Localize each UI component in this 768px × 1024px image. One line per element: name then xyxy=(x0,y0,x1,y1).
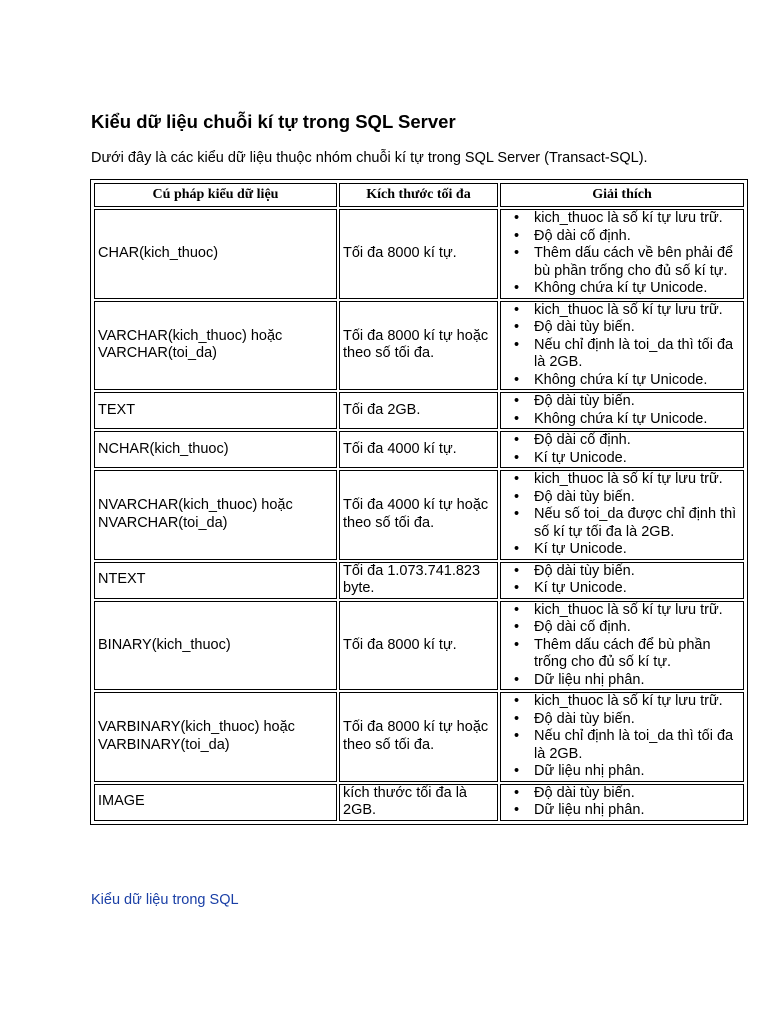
syntax-line: NVARCHAR(toi_da) xyxy=(98,514,228,531)
header-description: Giải thích xyxy=(500,183,744,207)
size-cell: kích thước tối đa là 2GB. xyxy=(339,784,498,821)
syntax-cell xyxy=(94,301,337,391)
syntax-cell xyxy=(94,392,337,429)
list-item: • kich_thuoc là số kí tự lưu trữ. xyxy=(534,302,740,320)
syntax-cell xyxy=(94,692,337,782)
notes-cell xyxy=(500,784,744,821)
syntax-cell xyxy=(94,601,337,691)
syntax-cell xyxy=(94,562,337,599)
list-item: • Kí tự Unicode. xyxy=(534,580,740,598)
size-cell: Tối đa 8000 kí tự hoặc theo số tối đa. xyxy=(339,301,498,391)
size-cell: Tối đa 8000 kí tự. xyxy=(339,209,498,299)
syntax-line: VARBINARY(toi_da) xyxy=(98,736,230,753)
syntax-line: VARCHAR(toi_da) xyxy=(98,345,217,362)
syntax-cell xyxy=(94,784,337,821)
size-cell: Tối đa 8000 kí tự hoặc theo số tối đa. xyxy=(339,692,498,782)
syntax-line: TEXT xyxy=(98,401,136,418)
notes-cell xyxy=(500,301,744,391)
list-item: • Nếu số toi_da được chỉ định thì số kí tự tối đa là 2GB. xyxy=(534,506,740,541)
notes-list xyxy=(504,602,740,690)
list-item: • Kí tự Unicode. xyxy=(534,541,740,559)
list-item: • Dữ liệu nhị phân. xyxy=(534,672,740,690)
syntax-cell xyxy=(94,431,337,468)
notes-list xyxy=(504,432,740,467)
list-item: • Độ dài tùy biến. xyxy=(534,785,740,803)
table-row xyxy=(94,301,744,391)
syntax-line: BINARY(kich_thuoc) xyxy=(98,636,231,653)
syntax-line: IMAGE xyxy=(98,793,145,810)
notes-cell xyxy=(500,692,744,782)
table-row xyxy=(94,784,744,821)
list-item: • Độ dài tùy biến. xyxy=(534,393,740,411)
notes-list xyxy=(504,393,740,428)
list-item: • Nếu chỉ định là toi_da thì tối đa là 2GB. xyxy=(534,337,740,372)
list-item: • Không chứa kí tự Unicode. xyxy=(534,411,740,429)
notes-list xyxy=(504,563,740,598)
notes-list xyxy=(504,471,740,559)
notes-list xyxy=(504,210,740,298)
size-cell: Tối đa 4000 kí tự. xyxy=(339,431,498,468)
list-item: • kich_thuoc là số kí tự lưu trữ. xyxy=(534,693,740,711)
size-cell: Tối đa 8000 kí tự. xyxy=(339,601,498,691)
sql-data-types-link[interactable]: Kiểu dữ liệu trong SQL xyxy=(91,892,239,908)
header-max-size: Kích thước tối đa xyxy=(339,183,498,207)
notes-cell xyxy=(500,562,744,599)
notes-cell xyxy=(500,470,744,560)
list-item: • kich_thuoc là số kí tự lưu trữ. xyxy=(534,602,740,620)
size-cell: Tối đa 4000 kí tự hoặc theo số tối đa. xyxy=(339,470,498,560)
list-item: • Dữ liệu nhị phân. xyxy=(534,802,740,820)
syntax-cell xyxy=(94,470,337,560)
intro-paragraph: Dưới đây là các kiểu dữ liệu thuộc nhóm chuỗi kí tự trong SQL Server (Transact-SQL). xyxy=(91,150,648,166)
list-item: • Độ dài cố định. xyxy=(534,228,740,246)
list-item: • Độ dài tùy biến. xyxy=(534,711,740,729)
table-row xyxy=(94,431,744,468)
data-types-table-wrapper xyxy=(90,179,748,825)
list-item: • Độ dài cố định. xyxy=(534,432,740,450)
table-row xyxy=(94,692,744,782)
size-cell: Tối đa 1.073.741.823 byte. xyxy=(339,562,498,599)
table-row xyxy=(94,601,744,691)
data-types-table xyxy=(92,181,746,823)
list-item: • Thêm dấu cách về bên phải để bù phần trống cho đủ số kí tự. xyxy=(534,245,740,280)
list-item: • Không chứa kí tự Unicode. xyxy=(534,372,740,390)
table-header-row xyxy=(94,183,744,207)
table-row xyxy=(94,392,744,429)
table-row xyxy=(94,209,744,299)
header-syntax: Cú pháp kiểu dữ liệu xyxy=(94,183,337,207)
notes-list xyxy=(504,693,740,781)
notes-list xyxy=(504,785,740,820)
list-item: • Độ dài tùy biến. xyxy=(534,319,740,337)
notes-cell xyxy=(500,601,744,691)
size-cell: Tối đa 2GB. xyxy=(339,392,498,429)
syntax-line: NVARCHAR(kich_thuoc) hoặc xyxy=(98,497,293,514)
list-item: • Độ dài cố định. xyxy=(534,619,740,637)
page-title: Kiểu dữ liệu chuỗi kí tự trong SQL Server xyxy=(91,111,456,132)
syntax-line: VARCHAR(kich_thuoc) hoặc xyxy=(98,327,283,344)
list-item: • Thêm dấu cách để bù phần trống cho đủ số kí tự. xyxy=(534,637,740,672)
notes-cell xyxy=(500,209,744,299)
list-item: • Độ dài tùy biến. xyxy=(534,563,740,581)
table-row xyxy=(94,470,744,560)
syntax-line: VARBINARY(kich_thuoc) hoặc xyxy=(98,719,295,736)
list-item: • kich_thuoc là số kí tự lưu trữ. xyxy=(534,210,740,228)
syntax-line: CHAR(kich_thuoc) xyxy=(98,245,219,261)
list-item: • Nếu chỉ định là toi_da thì tối đa là 2GB. xyxy=(534,728,740,763)
table-row xyxy=(94,562,744,599)
notes-list xyxy=(504,302,740,390)
table-body xyxy=(94,209,744,821)
notes-cell xyxy=(500,431,744,468)
syntax-cell xyxy=(94,209,337,299)
list-item: • Độ dài tùy biến. xyxy=(534,489,740,507)
list-item: • Kí tự Unicode. xyxy=(534,450,740,468)
list-item: • Không chứa kí tự Unicode. xyxy=(534,280,740,298)
list-item: • kich_thuoc là số kí tự lưu trữ. xyxy=(534,471,740,489)
notes-cell xyxy=(500,392,744,429)
syntax-line: NTEXT xyxy=(98,571,146,588)
syntax-line: NCHAR(kich_thuoc) xyxy=(98,440,229,457)
list-item: • Dữ liệu nhị phân. xyxy=(534,763,740,781)
